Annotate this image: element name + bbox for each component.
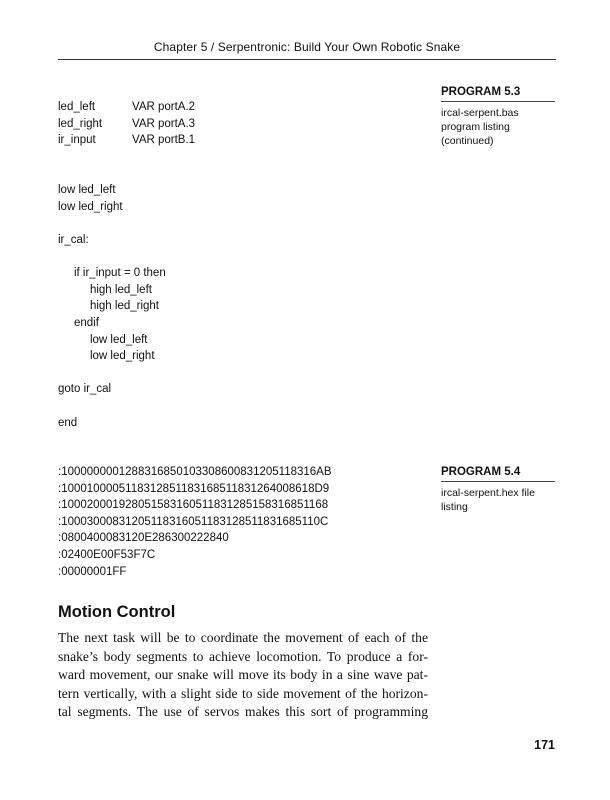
- paragraph-line: tern vertically, with a slight side to side movement of the horizon-: [58, 685, 428, 701]
- declaration-value: VAR portA.2: [132, 101, 196, 113]
- hex-line: :100020001928051583160511831285158316851168: [58, 499, 329, 512]
- caption-line: program listing: [441, 121, 510, 133]
- program-5-4-sidebar: [441, 466, 555, 514]
- code-line: [58, 116, 195, 133]
- hex-line: :10003000831205118316051183128511831685110C: [58, 515, 329, 528]
- caption-line: ircal-serpent.bas: [441, 107, 519, 119]
- code-line: if ir_input = 0 then: [58, 267, 166, 280]
- code-line: [58, 166, 166, 183]
- hex-line: :00000001FF: [58, 565, 127, 578]
- caption-line: (continued): [441, 135, 494, 147]
- declaration-name: led_left: [58, 101, 96, 113]
- paragraph-line: The next task will be to coordinate the movement of each of the: [58, 630, 428, 645]
- program-5-4-hex-listing: [58, 464, 332, 580]
- program-5-4-title: PROGRAM 5.4: [441, 466, 555, 482]
- hex-line: :02400E00F53F7C: [58, 548, 156, 561]
- caption-line: listing: [441, 501, 468, 513]
- declaration-name: ir_input: [58, 134, 96, 147]
- program-5-4-caption: [441, 486, 555, 514]
- paragraph-line: snake’s body segments to achieve locomotion. To produce a for-: [58, 648, 428, 664]
- code-line: low led_left: [58, 333, 148, 346]
- code-line: [58, 365, 166, 382]
- code-line: high led_left: [58, 283, 152, 296]
- hex-line: :1000000001288316850103308600831205118316AB: [58, 466, 332, 478]
- code-line: low led_right: [58, 200, 123, 213]
- declaration-name: led_right: [58, 117, 103, 130]
- code-line: [58, 398, 166, 415]
- declaration-value: VAR portB.1: [132, 134, 196, 147]
- header-rule: [58, 59, 556, 60]
- program-5-3-declarations: [58, 99, 195, 149]
- code-line: high led_right: [58, 300, 160, 313]
- paragraph-line: tal segments. The use of servos makes this sort of programming: [58, 704, 428, 720]
- code-line: [58, 249, 166, 266]
- running-head: Chapter 5 / Serpentronic: Build Your Own Robotic Snake: [153, 40, 461, 54]
- code-line: goto ir_cal: [58, 383, 112, 396]
- caption-line: ircal-serpent.hex file: [441, 487, 535, 499]
- code-line: [58, 132, 195, 149]
- code-line: [58, 149, 166, 166]
- code-line: low led_left: [58, 184, 116, 197]
- hex-line: :0800400083120E286300222840: [58, 532, 229, 545]
- page-number: 171: [534, 738, 555, 752]
- code-line: endif: [58, 316, 99, 329]
- body-paragraph: [58, 629, 428, 722]
- section-heading: Motion Control: [58, 603, 176, 621]
- program-5-3-caption: [441, 106, 555, 148]
- hex-line: :1000100005118312851183168511831264008618D9: [58, 482, 330, 495]
- code-line: [58, 215, 166, 232]
- declaration-value: VAR portA.3: [132, 117, 196, 130]
- program-5-3-code: [58, 149, 166, 431]
- program-5-3-sidebar: [441, 86, 555, 148]
- code-line: low led_right: [58, 350, 155, 363]
- code-line: end: [58, 416, 78, 429]
- paragraph-line: ward movement, our snake will move its body in a sine wave pat-: [58, 667, 428, 683]
- program-5-3-title: PROGRAM 5.3: [441, 86, 555, 102]
- code-line: [58, 99, 195, 116]
- code-line: ir_cal:: [58, 233, 89, 246]
